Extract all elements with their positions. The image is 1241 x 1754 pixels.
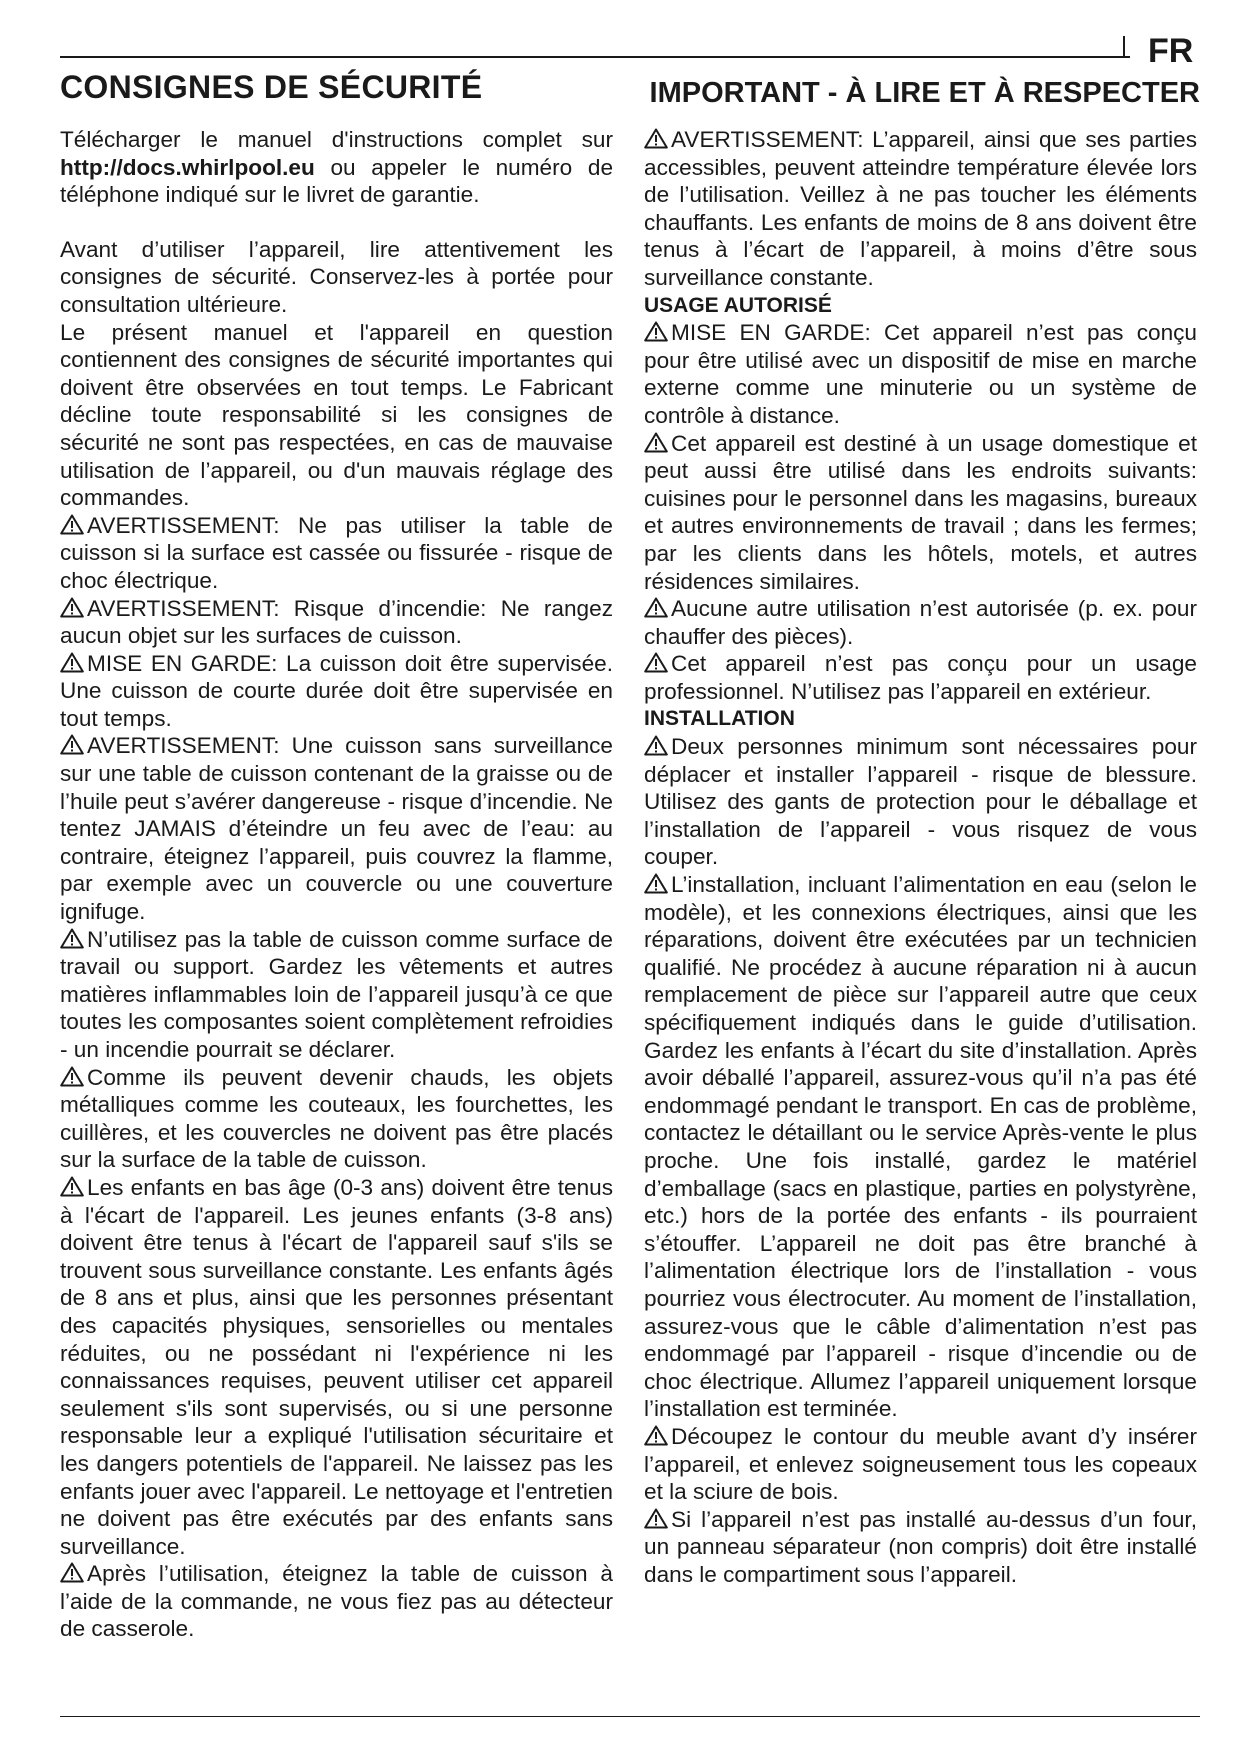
warning-icon [644, 873, 668, 894]
warning-item: AVERTISSEMENT: Risque d’incendie: Ne rangez aucun objet sur les surfaces de cuisson. [60, 595, 613, 649]
warning-icon [644, 735, 668, 756]
warning-icon [60, 652, 84, 673]
header-rule [60, 56, 1130, 58]
page-subtitle: IMPORTANT - À LIRE ET À RESPECTER [649, 77, 1200, 109]
warning-item: L’installation, incluant l’alimentation en eau (selon le modèle), et les connexions électriques, ainsi que les réparations, doivent être exécutées par un technicien qualifié. Ne procédez à aucune réparation ni à aucun remplacement de pièce sur l’appareil autre que ceux spécifiquement indiqués dans le guide d’utilisation. Gardez les enfants à l’écart du site d’installation. Après avoir déballé l’appareil, assurez-vous qu’il n’a pas été endommagé pendant le transport. En cas de problème, contactez le détaillant ou le service Après-vente le plus proche. Une fois installé, gardez le matériel d’emballage (sacs en plastique, parties en polystyrène, etc.) hors de la portée des enfants - ils pourraient s’étouffer. L’appareil ne doit pas être branché à l’alimentation électrique lors de l’installation - vous pourriez vous électrocuter. Au moment de l’installation, assurez-vous que le câble d’alimentation n’est pas endommagé par l’appareil - risque d’incendie ou de choc électrique. Allumez l’appareil uniquement lorsque l’installation est terminée. [644, 872, 1197, 1422]
paragraph-read-before-use: Avant d’utiliser l’appareil, lire attentivement les consignes de sécurité. Conservez-les à portée pour consultation ultérieure. [60, 236, 613, 317]
warning-icon [644, 652, 668, 673]
warning-item: N’utilisez pas la table de cuisson comme surface de travail ou support. Gardez les vêtements et autres matières inflammables loin de l’appareil jusqu’à ce que toutes les composantes soient complètement refroidies - un incendie pourrait se déclarer. [60, 926, 613, 1062]
warning-icon [644, 1508, 668, 1529]
warning-icon [60, 734, 84, 755]
warning-item: Découpez le contour du meuble avant d’y insérer l’appareil, et enlevez soigneusement tous les copeaux et la sciure de bois. [644, 1423, 1197, 1505]
warning-item: AVERTISSEMENT: L’appareil, ainsi que ses parties accessibles, peuvent atteindre température élevée lors de l’utilisation. Veillez à ne pas toucher les éléments chauffants. Les enfants de moins de 8 ans doivent être tenus à l’écart de l’appareil, à moins d’être sous surveillance constante. [644, 127, 1197, 290]
warning-item: Cet appareil est destiné à un usage domestique et peut aussi être utilisé dans les endroits suivants: cuisines pour le personnel dans les magasins, bureaux et autres environnements de travail ; dans les fermes; par les clients dans les hôtels, motels, et autres résidences similaires. [644, 430, 1197, 594]
language-label: FR [1148, 32, 1194, 70]
warning-item: Après l’utilisation, éteignez la table de cuisson à l’aide de la commande, ne vous fiez pas au détecteur de casserole. [60, 1561, 613, 1642]
warning-icon [60, 597, 84, 618]
warning-item: Aucune autre utilisation n’est autorisée (p. ex. pour chauffer des pièces). [644, 596, 1197, 649]
warning-item: Cet appareil n’est pas conçu pour un usage professionnel. N’utilisez pas l’appareil en extérieur. [644, 651, 1197, 704]
warning-item: Deux personnes minimum sont nécessaires pour déplacer et installer l’appareil - risque de blessure. Utilisez des gants de protection pour le déballage et l’installation de l’appareil - vous risquez de vous couper. [644, 734, 1197, 870]
warning-item: MISE EN GARDE: Cet appareil n’est pas conçu pour être utilisé avec un dispositif de mise en marche externe comme une minuterie ou un système de contrôle à distance. [644, 320, 1197, 428]
warning-icon [644, 597, 668, 618]
warning-item: MISE EN GARDE: La cuisson doit être supervisée. Une cuisson de courte durée doit être supervisée en tout temps. [60, 650, 613, 731]
paragraph-manufacturer: Le présent manuel et l'appareil en question contiennent des consignes de sécurité importantes qui doivent être observées en tout temps. Le Fabricant décline toute responsabilité si les consignes de sécurité ne sont pas respectées, en cas de mauvaise utilisation de l’appareil, ou d'un mauvais réglage des commandes. [60, 319, 613, 511]
warning-icon [644, 1425, 668, 1446]
warning-icon [60, 1066, 84, 1087]
warning-item: AVERTISSEMENT: Ne pas utiliser la table de cuisson si la surface est cassée ou fissurée - risque de choc électrique. [60, 512, 613, 593]
warning-icon [644, 432, 668, 453]
warning-icon [60, 1562, 84, 1583]
warning-icon [644, 128, 668, 149]
section-heading-usage: USAGE AUTORISÉ [644, 293, 832, 317]
page-title: CONSIGNES DE SÉCURITÉ [60, 69, 483, 105]
warning-icon [60, 1176, 84, 1197]
warning-icon [60, 928, 84, 949]
manual-link[interactable]: http://docs.whirlpool.eu [60, 154, 315, 180]
warning-item: AVERTISSEMENT: Une cuisson sans surveillance sur une table de cuisson contenant de la graisse ou de l’huile peut s’avérer dangereuse - risque d’incendie. Ne tentez JAMAIS d’éteindre un feu avec de l’eau: au contraire, éteignez l’appareil, puis couvrez la flamme, par exemple avec un couvercle ou une couverture ignifuge. [60, 733, 613, 925]
warning-icon [60, 514, 84, 535]
warning-item: Si l’appareil n’est pas installé au-dessus d’un four, un panneau séparateur (non compris) doit être installé dans le compartiment sous l’appareil. [644, 1506, 1197, 1587]
warning-item: Comme ils peuvent devenir chauds, les objets métalliques comme les couteaux, les fourchettes, les cuillères, et les couvercles ne doivent pas être placés sur la surface de la table de cuisson. [60, 1064, 613, 1173]
right-column [644, 126, 1197, 1588]
section-heading-installation: INSTALLATION [644, 707, 795, 731]
header-rule-tick [1123, 36, 1125, 58]
left-column [60, 126, 613, 1643]
download-paragraph: Télécharger le manuel d'instructions complet sur http://docs.whirlpool.eu ou appeler le numéro de téléphone indiqué sur le livret de garantie. [60, 127, 614, 208]
warning-icon [644, 321, 668, 342]
footer-rule [60, 1716, 1200, 1717]
warning-item: Les enfants en bas âge (0-3 ans) doivent être tenus à l'écart de l'appareil. Les jeunes enfants (3-8 ans) doivent être tenus à l'écart de l'appareil sauf s'ils se trouvent sous surveillance constante. Les enfants âgés de 8 ans et plus, ainsi que les personnes présentant des capacités physiques, sensorielles ou mentales réduites, ou ne possédant ni l'expérience ni les connaissances requises, peuvent utiliser cet appareil seulement s'ils sont supervisés, ou si une personne responsable leur a expliqué l'utilisation sécuritaire et les dangers potentiels de l'appareil. Ne laissez pas les enfants jouer avec l'appareil. Le nettoyage et l'entretien ne doivent pas être exécutés par des enfants sans surveillance. [60, 1174, 613, 1559]
